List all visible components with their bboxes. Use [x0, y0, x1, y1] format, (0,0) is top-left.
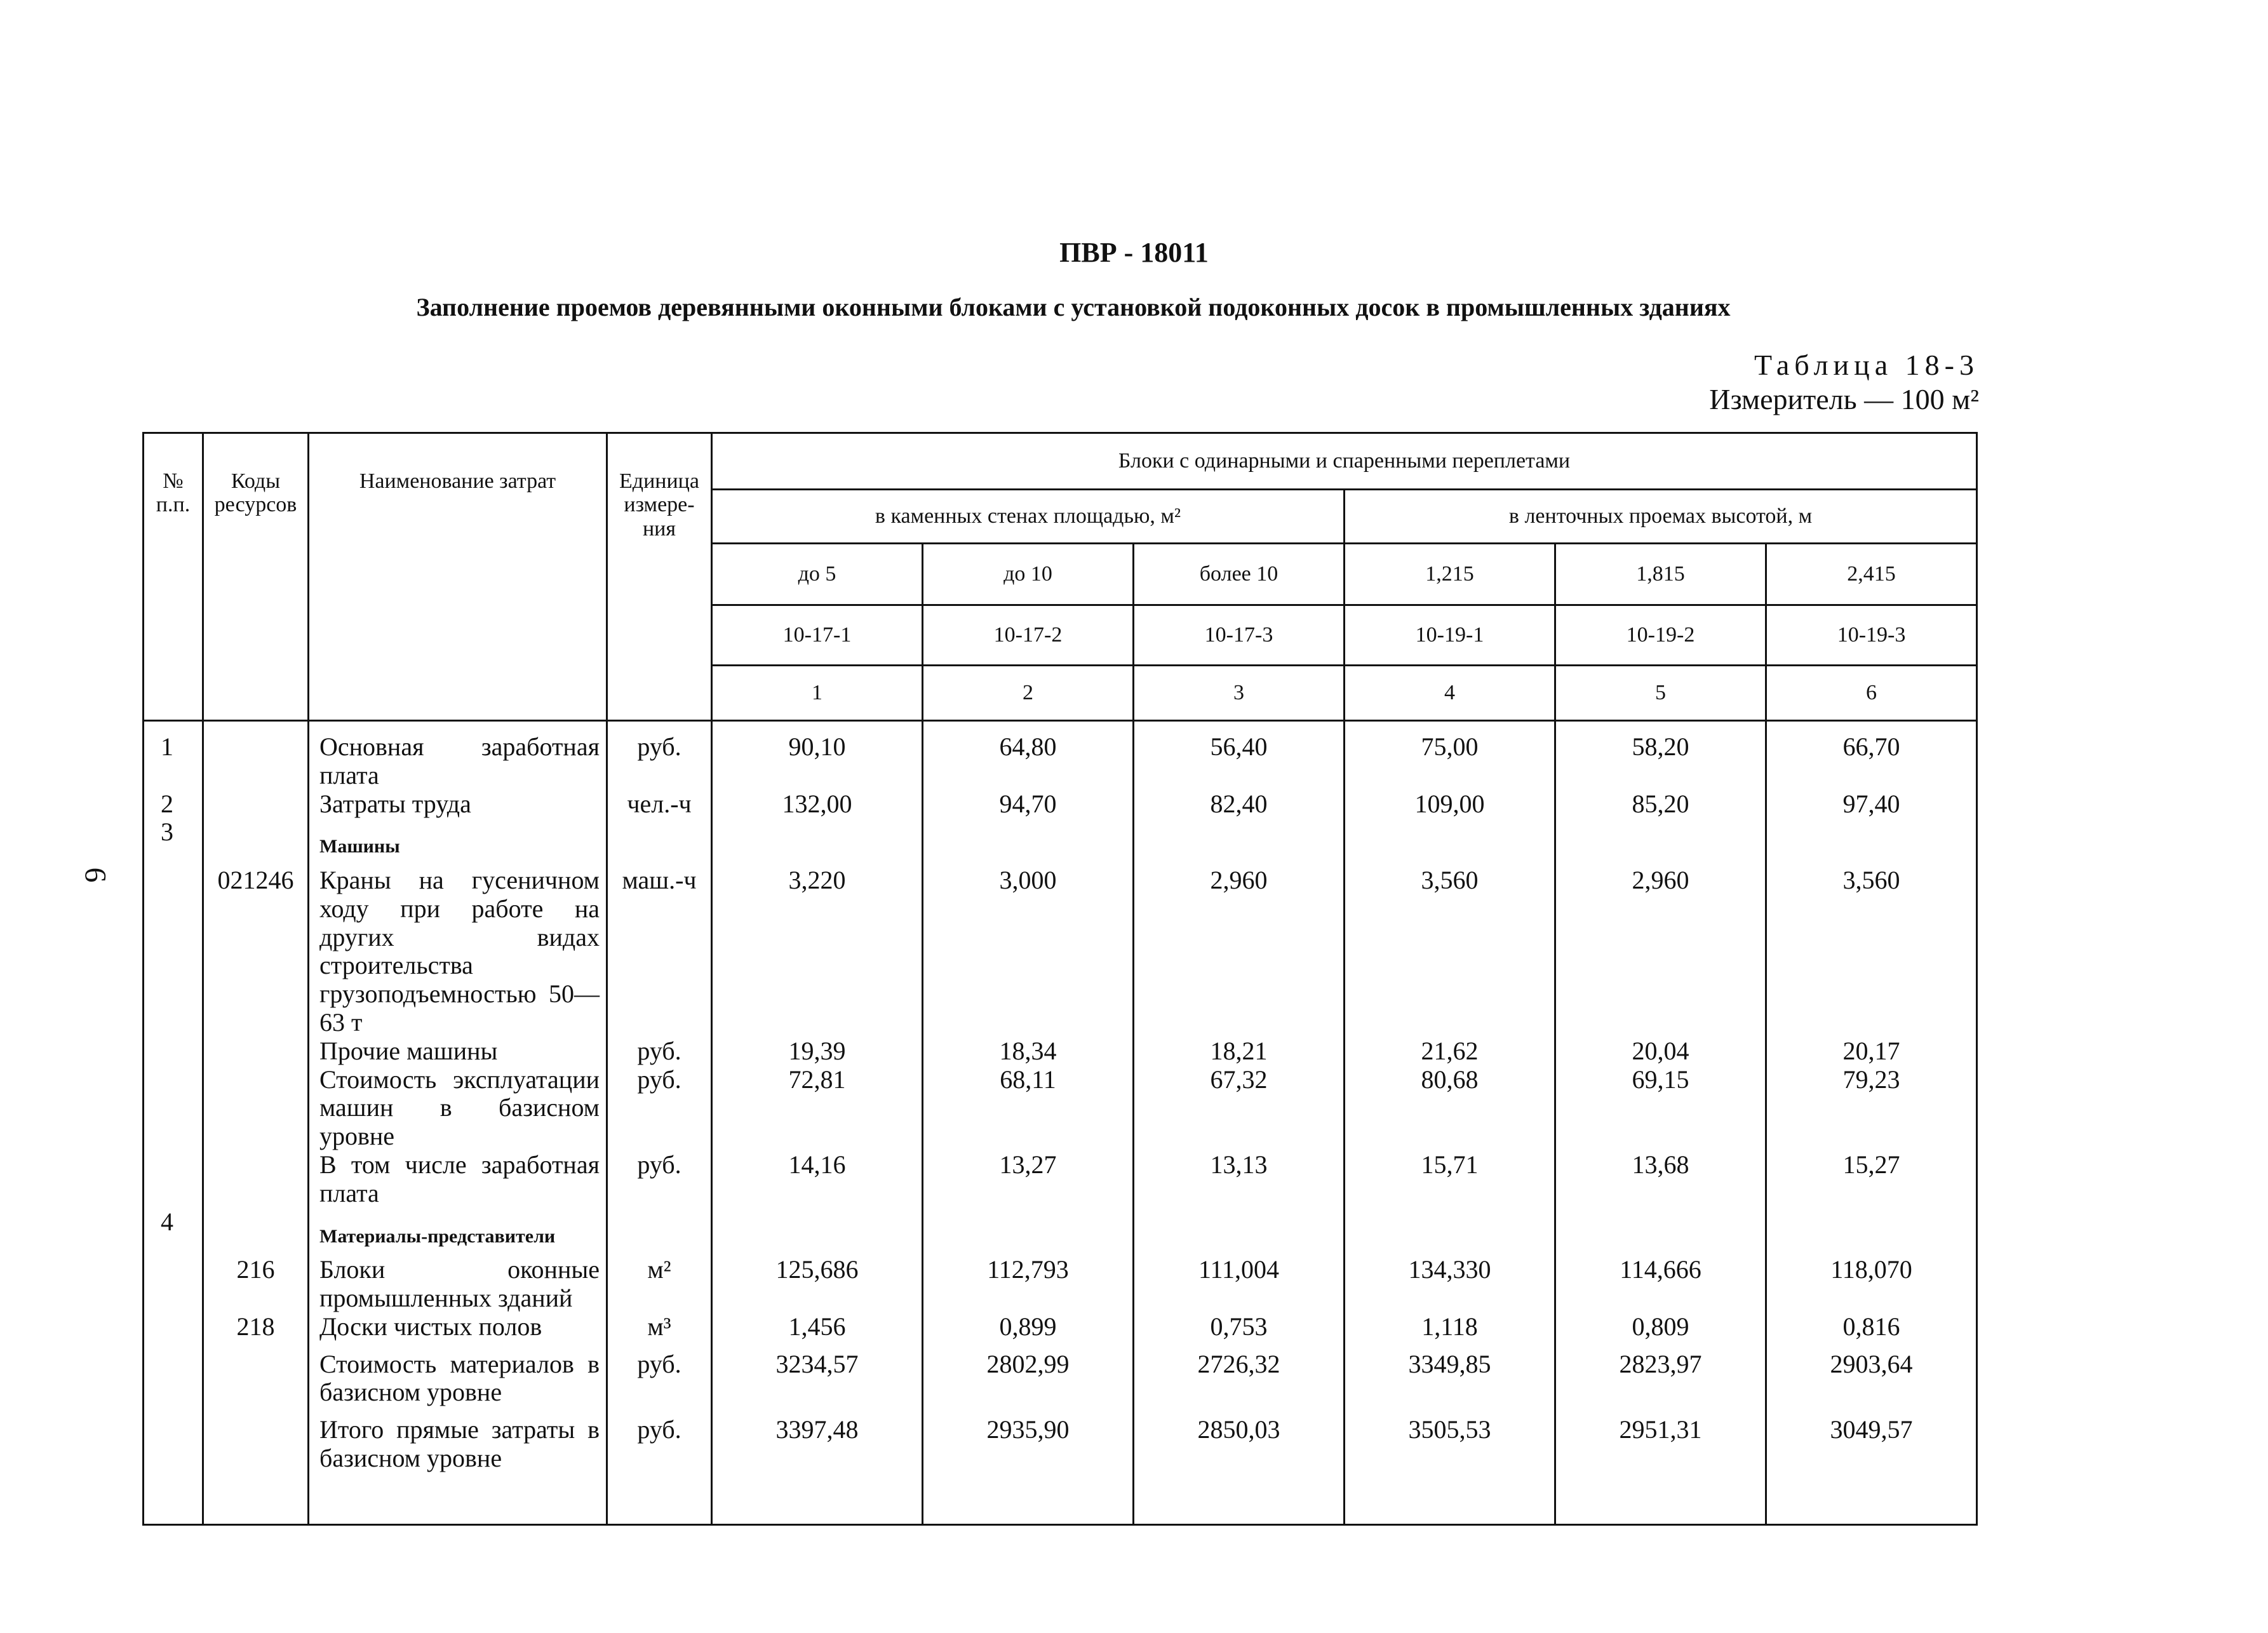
value-cell: 0,753	[1134, 1313, 1345, 1341]
resource-code	[203, 818, 309, 857]
table-label: Таблица 18-3	[1754, 349, 1979, 381]
value-cell: 97,40	[1766, 790, 1977, 819]
unit-cell	[607, 1208, 712, 1247]
header-param: 2,415	[1766, 544, 1977, 605]
header-param: 1,815	[1555, 544, 1766, 605]
resource-code	[203, 1407, 309, 1473]
cost-name: Основная заработная плата	[309, 721, 607, 790]
value-cell	[1766, 818, 1977, 857]
value-cell: 111,004	[1134, 1247, 1345, 1313]
empty-cell	[923, 1473, 1134, 1525]
empty-cell	[144, 1473, 203, 1525]
unit-cell	[607, 818, 712, 857]
header-group: Блоки с одинарными и спаренными переплетами	[712, 433, 1977, 490]
header-param: до 10	[923, 544, 1134, 605]
empty-cell	[607, 1473, 712, 1525]
value-cell: 3,560	[1766, 857, 1977, 1037]
table-row	[144, 1247, 1977, 1313]
table-header	[144, 433, 1977, 721]
cost-name: Стоимость эксплуатации машин в базисном уровне	[309, 1066, 607, 1151]
header-column-number: 2	[923, 666, 1134, 721]
row-number	[144, 1247, 203, 1313]
value-cell: 132,00	[712, 790, 923, 819]
value-cell: 21,62	[1345, 1037, 1555, 1066]
header-resource-codes: Коды ресурсов	[203, 433, 309, 721]
table-body	[144, 721, 1977, 1525]
cost-name: Доски чистых полов	[309, 1313, 607, 1341]
row-number	[144, 1407, 203, 1473]
value-cell: 2951,31	[1555, 1407, 1766, 1473]
header-column-number: 6	[1766, 666, 1977, 721]
resource-code	[203, 1151, 309, 1208]
document-title: Заполнение проемов деревянными оконными блоками с установкой подоконных досок в промышленных зданиях	[416, 293, 1731, 321]
value-cell: 67,32	[1134, 1066, 1345, 1151]
header-cost-name: Наименование затрат	[309, 433, 607, 721]
row-number	[144, 1341, 203, 1408]
table-row	[144, 790, 1977, 819]
empty-cell	[1345, 1473, 1555, 1525]
value-cell: 1,456	[712, 1313, 923, 1341]
value-cell	[712, 1208, 923, 1247]
cost-norms-table	[142, 432, 1978, 1526]
value-cell: 2802,99	[923, 1341, 1134, 1408]
header-subgroup-ribbon-openings: в ленточных проемах высотой, м	[1345, 490, 1977, 544]
value-cell	[1345, 818, 1555, 857]
value-cell: 20,04	[1555, 1037, 1766, 1066]
header-norm-code: 10-19-3	[1766, 605, 1977, 666]
value-cell: 80,68	[1345, 1066, 1555, 1151]
value-cell: 112,793	[923, 1247, 1134, 1313]
value-cell	[1555, 1208, 1766, 1247]
value-cell: 15,71	[1345, 1151, 1555, 1208]
value-cell: 0,809	[1555, 1313, 1766, 1341]
value-cell: 69,15	[1555, 1066, 1766, 1151]
value-cell: 0,899	[923, 1313, 1134, 1341]
value-cell: 79,23	[1766, 1066, 1977, 1151]
value-cell	[712, 818, 923, 857]
filler-row	[144, 1473, 1977, 1525]
value-cell: 2903,64	[1766, 1341, 1977, 1408]
unit-cell: руб.	[607, 1066, 712, 1151]
unit-cell: маш.-ч	[607, 857, 712, 1037]
value-cell: 2935,90	[923, 1407, 1134, 1473]
value-cell: 3,220	[712, 857, 923, 1037]
value-cell: 64,80	[923, 721, 1134, 790]
empty-cell	[1134, 1473, 1345, 1525]
value-cell	[1555, 818, 1766, 857]
resource-code	[203, 1341, 309, 1408]
value-cell: 68,11	[923, 1066, 1134, 1151]
header-param: до 5	[712, 544, 923, 605]
section-row	[144, 818, 1977, 857]
cost-name: В том числе заработная плата	[309, 1151, 607, 1208]
unit-cell: руб.	[607, 1151, 712, 1208]
row-number: 1	[144, 721, 203, 790]
measurement-unit-label: Измеритель — 100 м²	[1709, 383, 1979, 415]
value-cell: 13,27	[923, 1151, 1134, 1208]
value-cell	[923, 818, 1134, 857]
value-cell: 94,70	[923, 790, 1134, 819]
empty-cell	[712, 1473, 923, 1525]
section-title: Машины	[309, 818, 607, 857]
cost-name: Стоимость материалов в базисном уровне	[309, 1341, 607, 1408]
value-cell	[923, 1208, 1134, 1247]
row-number	[144, 1151, 203, 1208]
header-norm-code: 10-17-2	[923, 605, 1134, 666]
header-param: более 10	[1134, 544, 1345, 605]
value-cell: 134,330	[1345, 1247, 1555, 1313]
value-cell: 20,17	[1766, 1037, 1977, 1066]
row-number	[144, 1313, 203, 1341]
row-number: 2	[144, 790, 203, 819]
value-cell: 109,00	[1345, 790, 1555, 819]
header-param: 1,215	[1345, 544, 1555, 605]
empty-cell	[309, 1473, 607, 1525]
resource-code: 218	[203, 1313, 309, 1341]
value-cell: 82,40	[1134, 790, 1345, 819]
value-cell: 125,686	[712, 1247, 923, 1313]
unit-cell: руб.	[607, 1407, 712, 1473]
value-cell: 1,118	[1345, 1313, 1555, 1341]
header-column-number: 1	[712, 666, 923, 721]
value-cell: 56,40	[1134, 721, 1345, 790]
page-number: 6	[78, 867, 112, 883]
table-row	[144, 1313, 1977, 1341]
empty-cell	[1766, 1473, 1977, 1525]
value-cell: 3397,48	[712, 1407, 923, 1473]
value-cell: 3049,57	[1766, 1407, 1977, 1473]
unit-cell: руб.	[607, 721, 712, 790]
row-number: 3	[144, 818, 203, 857]
table-row	[144, 1037, 1977, 1066]
cost-name: Краны на гусеничном ходу при работе на других видах строительства грузоподъемностью 50—63 т	[309, 857, 607, 1037]
value-cell: 15,27	[1766, 1151, 1977, 1208]
unit-cell: руб.	[607, 1341, 712, 1408]
resource-code	[203, 1066, 309, 1151]
value-cell: 2,960	[1134, 857, 1345, 1037]
value-cell: 90,10	[712, 721, 923, 790]
table-row	[144, 1407, 1977, 1473]
value-cell: 3,000	[923, 857, 1134, 1037]
unit-cell: руб.	[607, 1037, 712, 1066]
section-row	[144, 1208, 1977, 1247]
value-cell: 13,68	[1555, 1151, 1766, 1208]
value-cell: 2850,03	[1134, 1407, 1345, 1473]
table-row	[144, 1341, 1977, 1408]
cost-name: Итого прямые затраты в базисном уровне	[309, 1407, 607, 1473]
resource-code	[203, 721, 309, 790]
header-norm-code: 10-17-1	[712, 605, 923, 666]
table-row	[144, 1151, 1977, 1208]
empty-cell	[1555, 1473, 1766, 1525]
document-code: ПВР - 18011	[1059, 237, 1209, 268]
value-cell: 13,13	[1134, 1151, 1345, 1208]
value-cell: 85,20	[1555, 790, 1766, 819]
table-row	[144, 1066, 1977, 1151]
value-cell: 3,560	[1345, 857, 1555, 1037]
cost-name: Блоки оконные промышленных зданий	[309, 1247, 607, 1313]
value-cell: 2726,32	[1134, 1341, 1345, 1408]
unit-cell: м²	[607, 1247, 712, 1313]
header-column-number: 3	[1134, 666, 1345, 721]
value-cell: 0,816	[1766, 1313, 1977, 1341]
unit-cell: м³	[607, 1313, 712, 1341]
header-subgroup-stone-walls: в каменных стенах площадью, м²	[712, 490, 1345, 544]
cost-name: Затраты труда	[309, 790, 607, 819]
value-cell: 19,39	[712, 1037, 923, 1066]
resource-code: 216	[203, 1247, 309, 1313]
value-cell: 3234,57	[712, 1341, 923, 1408]
resource-code: 021246	[203, 857, 309, 1037]
header-no: № п.п.	[144, 433, 203, 721]
value-cell: 114,666	[1555, 1247, 1766, 1313]
header-norm-code: 10-19-2	[1555, 605, 1766, 666]
resource-code	[203, 790, 309, 819]
resource-code	[203, 1208, 309, 1247]
value-cell	[1134, 1208, 1345, 1247]
header-unit: Единица измере-ния	[607, 433, 712, 721]
row-number	[144, 1066, 203, 1151]
header-column-number: 5	[1555, 666, 1766, 721]
value-cell: 58,20	[1555, 721, 1766, 790]
value-cell: 72,81	[712, 1066, 923, 1151]
value-cell: 18,21	[1134, 1037, 1345, 1066]
value-cell: 118,070	[1766, 1247, 1977, 1313]
resource-code	[203, 1037, 309, 1066]
row-number	[144, 1037, 203, 1066]
value-cell: 2,960	[1555, 857, 1766, 1037]
table-row	[144, 721, 1977, 790]
section-title: Материалы-представители	[309, 1208, 607, 1247]
table-row	[144, 857, 1977, 1037]
value-cell: 3349,85	[1345, 1341, 1555, 1408]
header-norm-code: 10-19-1	[1345, 605, 1555, 666]
value-cell	[1766, 1208, 1977, 1247]
unit-cell: чел.-ч	[607, 790, 712, 819]
row-number	[144, 857, 203, 1037]
value-cell	[1134, 818, 1345, 857]
value-cell: 14,16	[712, 1151, 923, 1208]
header-column-number: 4	[1345, 666, 1555, 721]
cost-name: Прочие машины	[309, 1037, 607, 1066]
value-cell	[1345, 1208, 1555, 1247]
value-cell: 3505,53	[1345, 1407, 1555, 1473]
value-cell: 66,70	[1766, 721, 1977, 790]
value-cell: 2823,97	[1555, 1341, 1766, 1408]
header-norm-code: 10-17-3	[1134, 605, 1345, 666]
empty-cell	[203, 1473, 309, 1525]
value-cell: 18,34	[923, 1037, 1134, 1066]
value-cell: 75,00	[1345, 721, 1555, 790]
row-number: 4	[144, 1208, 203, 1247]
